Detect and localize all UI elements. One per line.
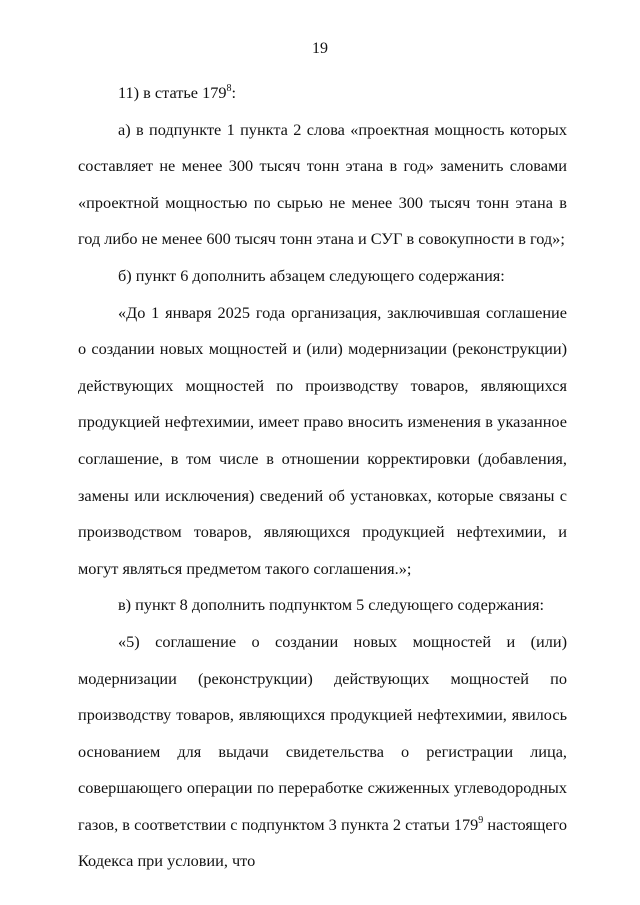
superscript-article-index: 9	[478, 814, 484, 826]
page-number: 19	[312, 40, 328, 57]
paragraph-subitem-a: а) в подпункте 1 пункта 2 слова «проектная мощность которых составляет не менее 300 тысяч тонн этана в год» заменить словами «проектной мощностью по сырью не менее 300 тысяч тонн этана в год либо не менее 600 тысяч тонн этана и СУГ в совокупности в год»;	[78, 119, 567, 249]
superscript-article-index: 8	[226, 83, 232, 94]
paragraph-subitem-b: б) пункт 6 дополнить абзацем следующего содержания:	[118, 265, 505, 285]
paragraph-quote-subpoint-5: «5) соглашение о создании новых мощностей и (или) модернизации (реконструкции) действующих мощностей по производству товаров, являющихся продукцией нефтехимии, явилось основанием для выдачи свидетельства о регистрации лица, совершающего операции по переработке сжиженных углеводородных газов, в соответствии с подпунктом 3 пункта 2 статьи $179^9$ настоящего Кодекса при условии, что	[78, 631, 567, 871]
paragraph-subitem-v: в) пункт 8 дополнить подпунктом 5 следующего содержания:	[118, 595, 544, 615]
paragraph-article-amendment: 11) в статье $179^8$:	[118, 83, 237, 102]
document-body	[78, 75, 567, 880]
paragraph-quote-agreement: «До 1 января 2025 года организация, заключившая соглашение о создании новых мощностей и (или) модернизации (реконструкции) действующих мощностей по производству товаров, являющихся продукцией нефтехимии, имеет право вносить изменения в указанное соглашение, в том числе в отношении корректировки (добавления, замены или исключения) сведений об установках, которые связаны с производством товаров, являющихся продукцией нефтехимии, и могут являться предметом такого соглашения.»;	[78, 302, 567, 578]
